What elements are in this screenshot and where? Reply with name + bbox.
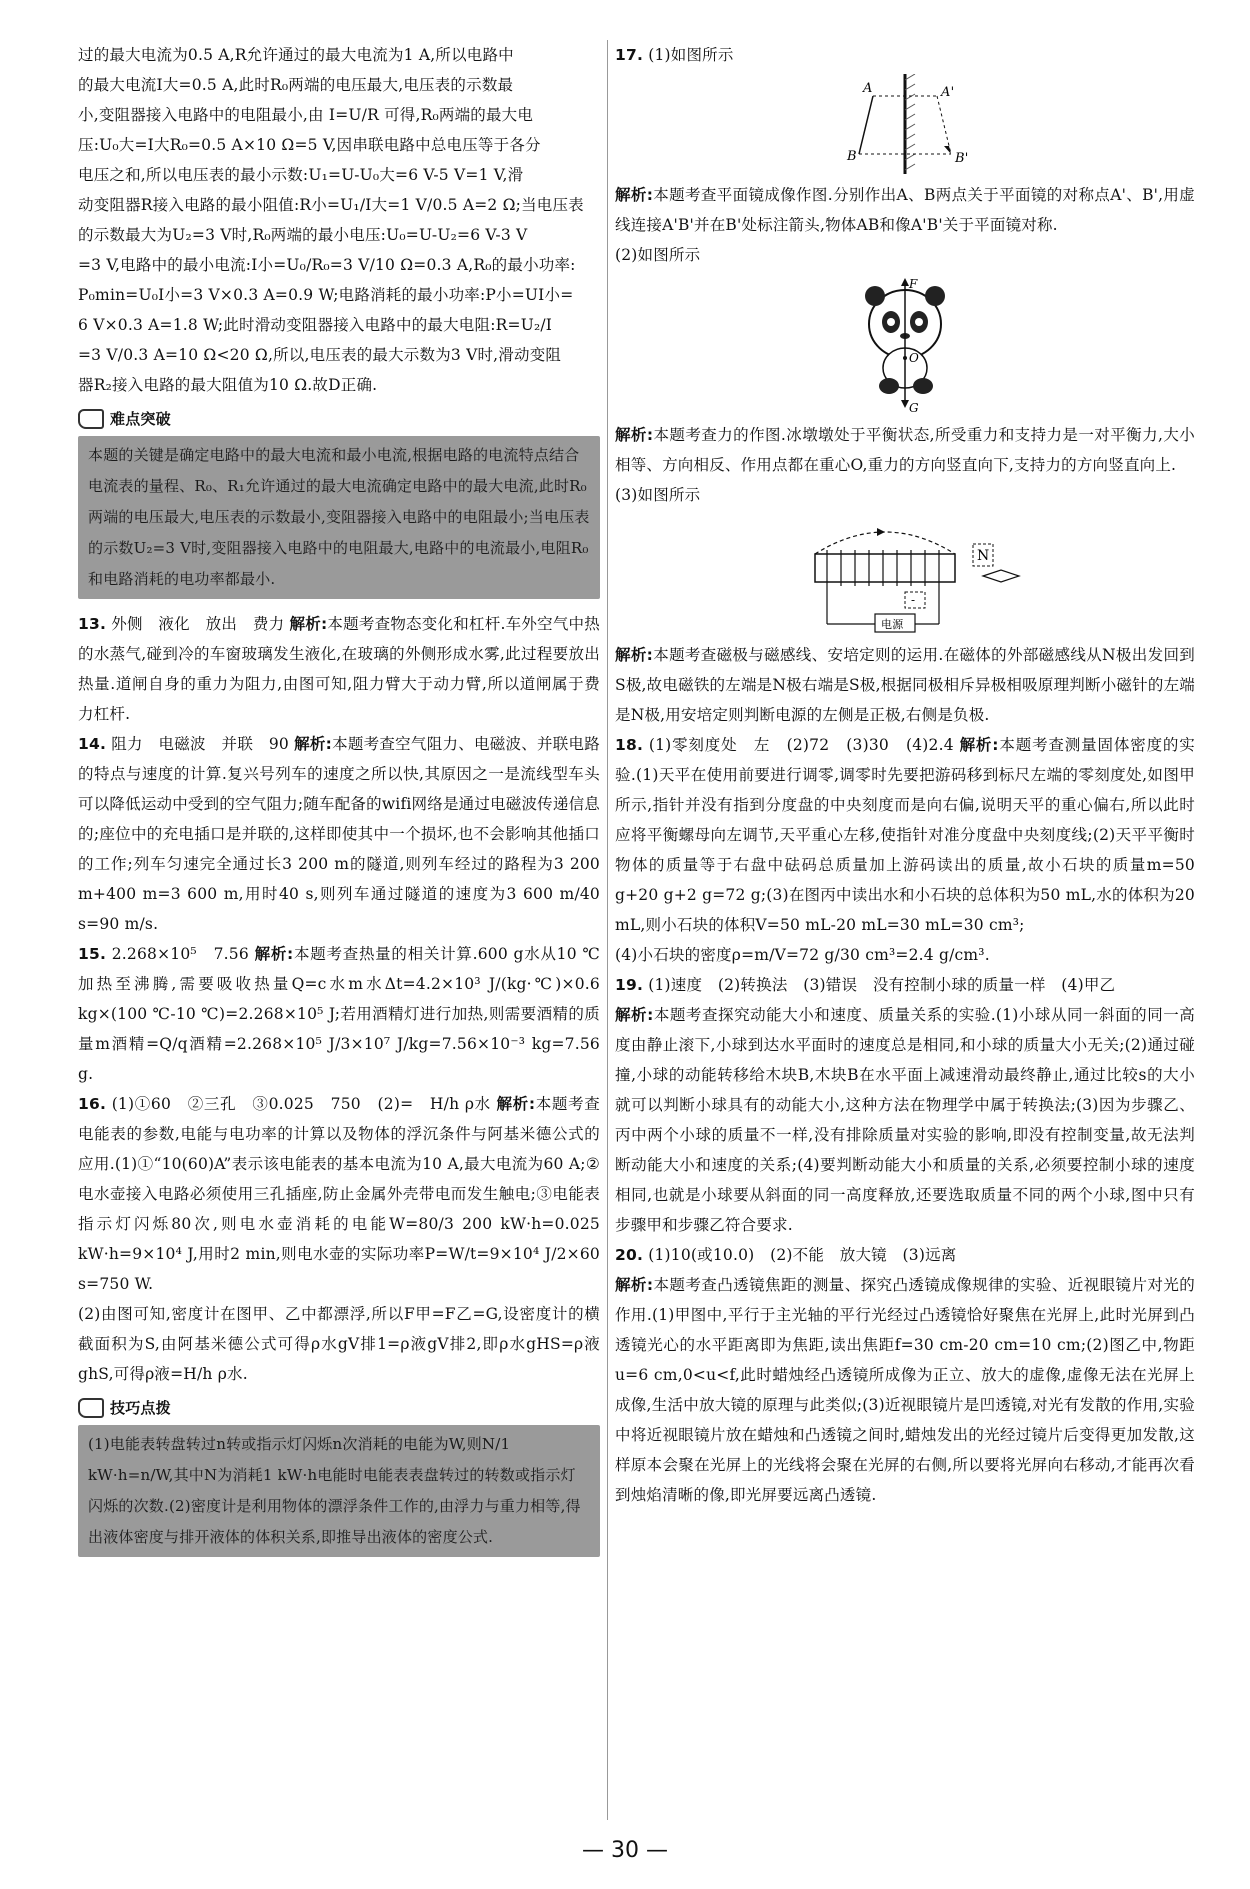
tip-box (78, 436, 600, 599)
question-number: 19. (615, 976, 644, 994)
label-F: F (909, 277, 918, 291)
tip-text: (1)电能表转盘转过n转或指示灯闪烁n次消耗的电能为W,则N/1 kW·h=n/W,其中N为消耗1 kW·h电能时电能表表盘转过的转数或指示灯闪烁的次数.(2)密度计是利用物体的漂浮条件工作的,由浮力与重力相等,得出液体密度与排开液体的体积关系,即推导出液体的密度公式. (88, 1435, 581, 1546)
analysis-label: 解析: (615, 186, 654, 204)
analysis-text-2: (2)由图可知,密度计在图甲、乙中都漂浮,所以F甲=F乙=G,设密度计的横截面积为S,由阿基米德公式可得ρ水gV排1=ρ液gV排2,即ρ水gHS=ρ液ghS,可得ρ液=H/h ρ水. (78, 1305, 600, 1383)
analysis-label: 解析: (254, 945, 294, 963)
question-number: 17. (615, 46, 644, 64)
line: 小,变阻器接入电路中的电阻最小,由 I=U/R 可得,R₀两端的最大电 (78, 106, 534, 124)
question-15 (78, 939, 600, 1089)
mirror-diagram (615, 74, 1195, 174)
question-17-analysis2 (615, 420, 1195, 480)
question-17-part2 (615, 240, 1195, 270)
line: 的最大电流I大=0.5 A,此时R₀两端的电压最大,电压表的示数最 (78, 76, 514, 94)
tip-title: 技巧点拨 (110, 1399, 171, 1417)
column-divider (607, 40, 608, 1820)
analysis-label: 解析: (496, 1095, 536, 1113)
question-number: 13. (78, 615, 107, 633)
tip-title: 难点突破 (110, 410, 171, 428)
needle-N-label: N (977, 548, 990, 564)
line: 的示数最大为U₂=3 V时,R₀两端的最小电压:U₀=U-U₂=6 V-3 V (78, 226, 528, 244)
label-B-prime: B' (955, 151, 969, 166)
line: 压:U₀大=I大R₀=0.5 A×10 Ω=5 V,因串联电路中总电压等于各分 (78, 136, 541, 154)
analysis-label: 解析: (615, 1006, 654, 1024)
question-number: 16. (78, 1095, 107, 1113)
power-source-label: 电源 (881, 618, 904, 631)
analysis-text-2: (4)小石块的密度ρ=m/V=72 g/30 cm³=2.4 g/cm³. (615, 946, 990, 964)
part-label: (1)如图所示 (648, 46, 734, 64)
analysis-text: 本题考查物态变化和杠杆.车外空气中热的水蒸气,碰到冷的车窗玻璃发生液化,在玻璃的外侧形成水雾,此过程要放出热量.道闸自身的重力为阻力,由图可知,阻力臂大于动力臂,所以道闸属于费力杠杆. (78, 615, 600, 723)
line: 动变阻器R接入电路的最小阻值:R小=U₁/I大=1 V/0.5 A=2 Ω;当电压表 (78, 196, 584, 214)
analysis-text: 本题考查热量的相关计算.600 g水从10 ℃加热至沸腾,需要吸收热量Q=c水m水Δt=4.2×10³ J/(kg·℃)×0.6 kg×(100 ℃-10 ℃)=2.268×10⁵ J;若用酒精灯进行加热,则需要酒精的质量m酒精=Q/q酒精=2.268×10⁵ J/3×10⁷ J/kg=7.56×10⁻³ kg=7.56 g. (78, 945, 600, 1083)
answer: (1)①60 ②三孔 ③0.025 750 (2)= H/h ρ水 (111, 1095, 491, 1113)
tip-box-2 (78, 1425, 600, 1557)
label-A-prime: A' (941, 85, 955, 100)
pointing-hand-icon (78, 1398, 104, 1418)
analysis-text: 本题考查力的作图.冰墩墩处于平衡状态,所受重力和支持力是一对平衡力,大小相等、方向相反、作用点都在重心O,重力的方向竖直向下,支持力的方向竖直向上. (615, 426, 1195, 474)
answer: 2.268×10⁵ 7.56 (111, 945, 249, 963)
panda-diagram (615, 274, 1195, 414)
solenoid-figure (785, 514, 1025, 634)
analysis-text: 本题考查凸透镜焦距的测量、探究凸透镜成像规律的实验、近视眼镜片对光的作用.(1)甲图中,平行于主光轴的平行光经过凸透镜恰好聚焦在光屏上,此时光屏到凸透镜光心的水平距离即为焦距,读出焦距f=30 cm-20 cm=10 cm;(2)图乙中,物距u=6 cm,0<u<f,此时蜡烛经凸透镜所成像为正立、放大的虚像,虚像无法在光屏上成像,生活中放大镜的原理与此类似;(3)近视眼镜片是凹透镜,对光有发散的作用,实验中将近视眼镜片放在蜡烛和凸透镜之间时,蜡烛发出的光经过镜片后变得更加发散,这样原本会聚在光屏上的光线将会聚在光屏的右侧,所以要将光屏向右移动,才能再次看到烛焰清晰的像,即光屏要远离凸透镜. (615, 1276, 1195, 1504)
line: =3 V,电路中的最小电流:I小=U₀/R₀=3 V/10 Ω=0.3 A,R₀的最小功率: (78, 256, 576, 274)
question-20 (615, 1240, 1195, 1510)
question-19 (615, 970, 1195, 1240)
right-column (615, 40, 1195, 1510)
analysis-label: 解析: (294, 735, 333, 753)
answer: 阻力 电磁波 并联 90 (111, 735, 289, 753)
analysis-label: 解析: (615, 1276, 654, 1294)
minus-sign: - (911, 593, 916, 607)
question-number: 20. (615, 1246, 644, 1264)
label-B: B (847, 149, 857, 164)
line: P₀min=U₀I小=3 V×0.3 A=0.9 W;电路消耗的最小功率:P小=UI小= (78, 286, 574, 304)
label-G: G (909, 401, 919, 414)
analysis-label: 解析: (615, 426, 654, 444)
analysis-text: 本题考查测量固体密度的实验.(1)天平在使用前要进行调零,调零时先要把游码移到标尺左端的零刻度处,如图甲所示,指针并没有指到分度盘的中央刻度而是向右偏,说明天平的重心偏右,所以此时应将平衡螺母向左调节,天平重心左移,使指针对准分度盘中央刻度线;(2)天平平衡时物体的质量等于右盘中砝码总质量加上游码读出的质量,故小石块的质量m=50 g+20 g+2 g=72 g;(3)在图丙中读出水和小石块的总体积为50 mL,水的体积为20 mL,则小石块的体积V=50 mL-20 mL=30 mL=30 cm³; (615, 736, 1195, 934)
line: 器R₂接入电路的最大阻值为10 Ω.故D正确. (78, 376, 378, 394)
answer: 外侧 液化 放出 费力 (111, 615, 285, 633)
label-O: O (909, 351, 920, 365)
analysis-text: 本题考查探究动能大小和速度、质量关系的实验.(1)小球从同一斜面的同一高度由静止滚下,小球到达水平面时的速度总是相同,和小球的质量大小无关;(2)通过碰撞,小球的动能转移给木块B,木块B在水平面上减速滑动最终静止,通过比较s的大小就可以判断小球具有的动能大小,这种方法在物理学中属于转换法;(3)因为步骤乙、丙中两个小球的质量不一样,没有排除质量对实验的影响,即没有控制变量,故无法判断动能大小和速度的关系;(4)要判断动能大小和质量的关系,必须要控制小球的速度相同,也就是小球要从斜面的同一高度释放,还要选取质量不同的两个小球,图中只有步骤甲和步骤乙符合要求. (615, 1006, 1195, 1234)
answer: (1)零刻度处 左 (2)72 (3)30 (4)2.4 (648, 736, 954, 754)
plane-mirror-figure (825, 74, 985, 174)
question-17-part3 (615, 480, 1195, 510)
analysis-label: 解析: (615, 646, 654, 664)
line: 过的最大电流为0.5 A,R允许通过的最大电流为1 A,所以电路中 (78, 46, 514, 64)
line: =3 V/0.3 A=10 Ω<20 Ω,所以,电压表的最大示数为3 V时,滑动变阻 (78, 346, 562, 364)
answer: (1)速度 (2)转换法 (3)错误 没有控制小球的质量一样 (4)甲乙 (648, 976, 1116, 994)
analysis-text: 本题考查平面镜成像作图.分别作出A、B两点关于平面镜的对称点A'、B',用虚线连接A'B'并在B'处标注箭头,物体AB和像A'B'关于平面镜对称. (615, 186, 1195, 234)
analysis-text: 本题考查电能表的参数,电能与电功率的计算以及物体的浮沉条件与阿基米德公式的应用.(1)①“10(60)A”表示该电能表的基本电流为10 A,最大电流为60 A;②电水壶接入电路必须使用三孔插座,防止金属外壳带电而发生触电;③电能表指示灯闪烁80次,则电水壶消耗的电能W=80/3 200 kW·h=0.025 kW·h=9×10⁴ J,用时2 min,则电水壶的实际功率P=W/t=9×10⁴ J/2×60 s=750 W. (78, 1095, 600, 1293)
analysis-label: 解析: (289, 615, 328, 633)
question-17-part1 (615, 40, 1195, 70)
label-A: A (863, 81, 873, 96)
left-column (78, 40, 600, 1567)
bing-dwen-dwen-figure (845, 274, 965, 414)
question-number: 14. (78, 735, 107, 753)
tip-heading (78, 404, 600, 434)
line: 电压之和,所以电压表的最小示数:U₁=U-U₀大=6 V-5 V=1 V,滑 (78, 166, 524, 184)
analysis-label: 解析: (959, 736, 999, 754)
question-number: 15. (78, 945, 107, 963)
part-label: (3)如图所示 (615, 486, 701, 504)
part-label: (2)如图所示 (615, 246, 701, 264)
question-14 (78, 729, 600, 939)
q12-continuation (78, 40, 600, 400)
analysis-text: 本题考查磁极与磁感线、安培定则的运用.在磁体的外部磁感线从N极出发回到S极,故电磁铁的左端是N极右端是S极,根据同极相斥异极相吸原理判断小磁针的左端是N极,用安培定则判断电源的左侧是正极,右侧是负极. (615, 646, 1195, 724)
electromagnet-diagram (615, 514, 1195, 634)
question-number: 18. (615, 736, 644, 754)
tip-heading-2 (78, 1393, 600, 1423)
tip-text: 本题的关键是确定电路中的最大电流和最小电流,根据电路的电流特点结合电流表的量程、R₀、R₁允许通过的最大电流确定电路中的最大电流,此时R₀两端的电压最大,电压表的示数最小,变阻器接入电路中的电阻最小;当电压表的示数U₂=3 V时,变阻器接入电路中的电阻最大,电路中的电流最小,电阻R₀和电路消耗的电功率都最小. (88, 446, 590, 588)
page-number: — 30 — (582, 1838, 668, 1863)
pointing-hand-icon (78, 409, 104, 429)
question-17-analysis3 (615, 640, 1195, 730)
answer: (1)10(或10.0) (2)不能 放大镜 (3)远离 (648, 1246, 957, 1264)
analysis-text: 本题考查空气阻力、电磁波、并联电路的特点与速度的计算.复兴号列车的速度之所以快,其原因之一是流线型车头可以降低运动中受到的空气阻力;随车配备的wifi网络是通过电磁波传递信息的;座位中的充电插口是并联的,这样即使其中一个损坏,也不会影响其他插口的工作;列车匀速完全通过长3 200 m的隧道,则列车经过的路程为3 200 m+400 m=3 600 m,用时40 s,则列车通过隧道的速度为3 600 m/40 s=90 m/s. (78, 735, 600, 933)
question-13 (78, 609, 600, 729)
question-17-analysis1 (615, 180, 1195, 240)
line: 6 V×0.3 A=1.8 W;此时滑动变阻器接入电路中的最大电阻:R=U₂/I (78, 316, 553, 334)
question-18 (615, 730, 1195, 970)
question-16 (78, 1089, 600, 1389)
